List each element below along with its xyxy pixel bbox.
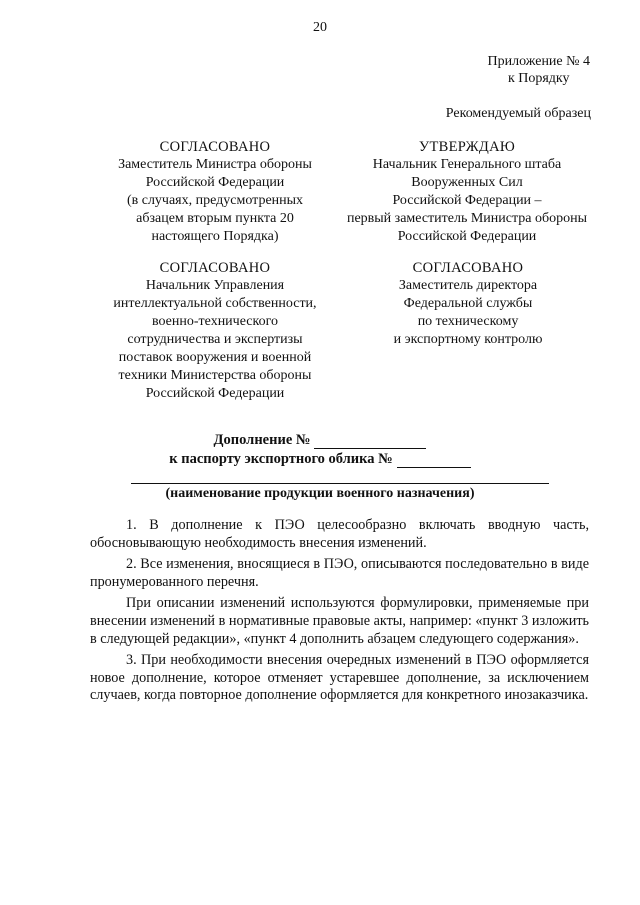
addendum-number-label: Дополнение №	[213, 432, 311, 448]
signatory-line: Российской Федерации	[145, 386, 285, 401]
signatory-line: Вооруженных Сил	[411, 175, 523, 190]
appendix-order: к Порядку	[507, 71, 570, 86]
appendix-number: Приложение № 4	[487, 54, 590, 69]
document-subtitle	[0, 451, 640, 468]
paragraph: 2. Все изменения, вносящиеся в ПЭО, описываются последовательно в виде пронумерованного перечня.	[90, 556, 589, 590]
signatory-line: военно-технического	[152, 314, 278, 329]
body-text	[90, 517, 589, 709]
page-number: 20	[313, 20, 327, 35]
document-title	[0, 432, 640, 449]
signatory-line: и экспортному контролю	[393, 332, 543, 347]
signatory-line: абзацем вторым пункта 20	[136, 211, 294, 226]
signatory-line: первый заместитель Министра обороны	[346, 211, 588, 226]
agreed-heading: СОГЛАСОВАНО	[159, 260, 271, 276]
appendix-reference	[488, 53, 591, 87]
approved-heading: УТВЕРЖДАЮ	[418, 139, 516, 155]
signatory-line: Заместитель Министра обороны	[118, 157, 312, 172]
agreed-heading: СОГЛАСОВАНО	[412, 260, 524, 276]
signatory-line: Российской Федерации –	[392, 193, 542, 208]
signatory-line: Заместитель директора	[398, 278, 538, 293]
addendum-number-blank	[314, 434, 426, 449]
agreed-heading: СОГЛАСОВАНО	[159, 139, 271, 155]
passport-number-blank	[397, 453, 471, 468]
recommended-sample-label: Рекомендуемый образец	[445, 106, 591, 121]
agreed-block-ip-directorate	[95, 259, 335, 403]
signatory-line: техники Министерства обороны	[118, 368, 312, 383]
paragraph: 3. При необходимости внесения очередных изменений в ПЭО оформляется новое дополнение, которое отменяет устаревшее дополнение, за исключением случаев, когда повторное дополнение оформляется для конкретного инозаказчика.	[90, 652, 589, 704]
signatory-line: сотрудничества и экспертизы	[127, 332, 303, 347]
product-name-caption: (наименование продукции военного назначения)	[165, 486, 475, 501]
approved-block-chief-of-general-staff	[336, 138, 598, 246]
signatory-line: поставок вооружения и военной	[118, 350, 312, 365]
signatory-line: Начальник Управления	[145, 278, 285, 293]
product-name-line	[131, 483, 549, 484]
signatory-line: Начальник Генерального штаба	[372, 157, 562, 172]
agreed-block-deputy-minister	[95, 138, 335, 246]
signatory-line: интеллектуальной собственности,	[113, 296, 317, 311]
paragraph: При описании изменений используются формулировки, применяемые при внесении изменений в нормативные правовые акты, например: «пункт 3 изложить в следующей редакции», «пункт 4 дополнить абзацем следующего содержания».	[90, 595, 589, 647]
signatory-line: по техническому	[417, 314, 519, 329]
signatory-line: Федеральной службы	[403, 296, 533, 311]
agreed-block-fstec	[350, 259, 586, 349]
passport-number-label: к паспорту экспортного облика №	[169, 451, 393, 467]
signatory-line: Российской Федерации	[397, 229, 537, 244]
signatory-line: (в случаях, предусмотренных	[126, 193, 304, 208]
paragraph: 1. В дополнение к ПЭО целесообразно включать вводную часть, обосновывающую необходимость внесения изменений.	[90, 517, 589, 551]
signatory-line: Российской Федерации	[145, 175, 285, 190]
signatory-line: настоящего Порядка)	[151, 229, 279, 244]
